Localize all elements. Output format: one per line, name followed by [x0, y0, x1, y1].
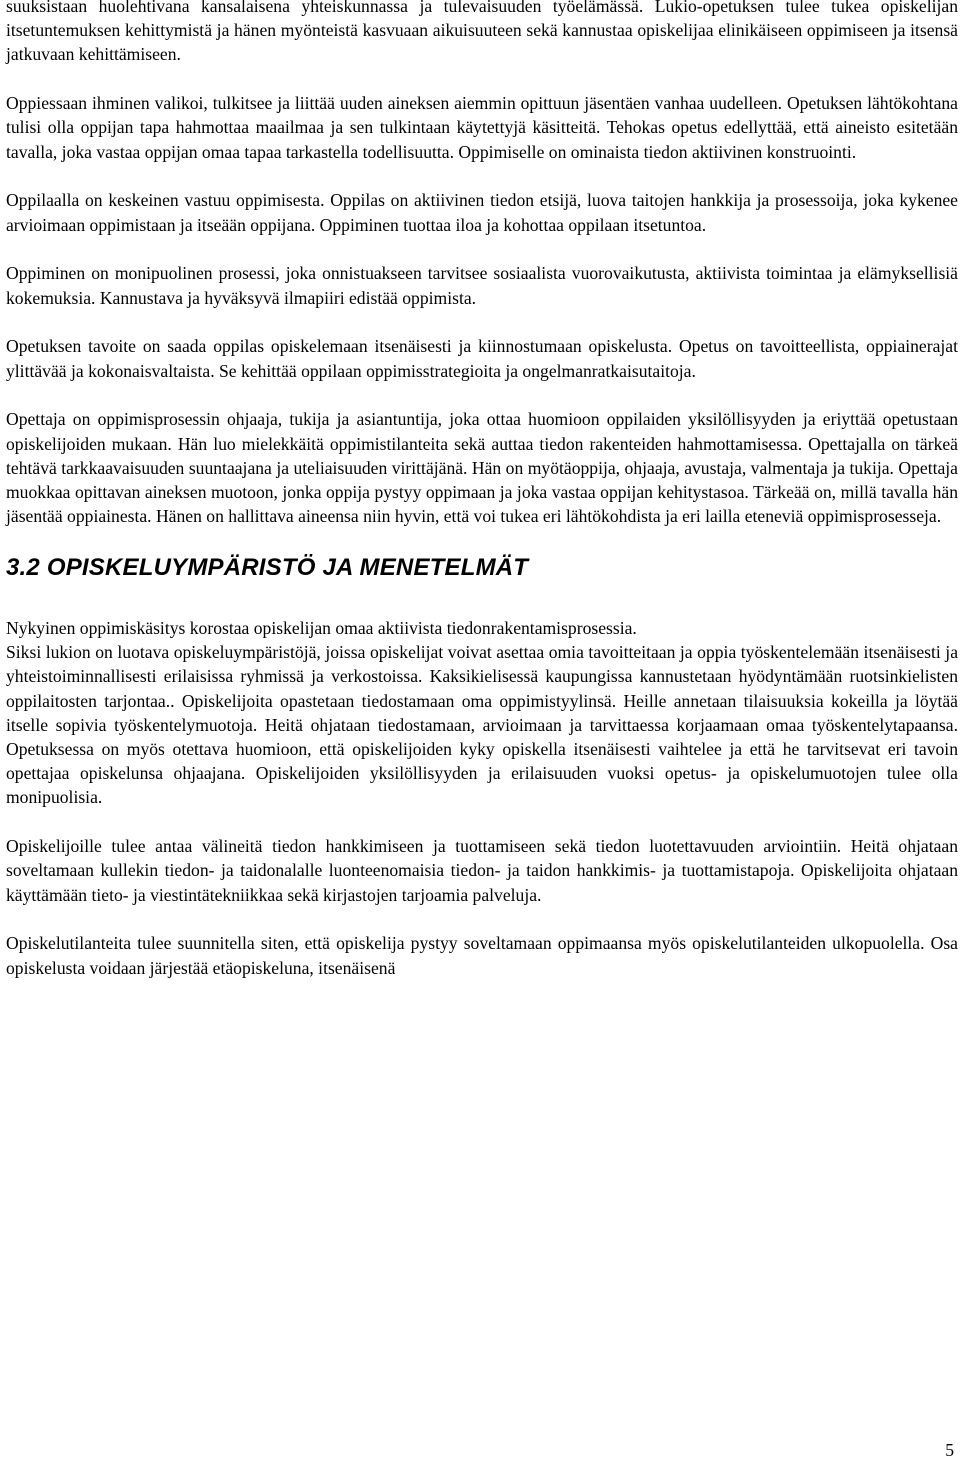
body-paragraph: Oppilaalla on keskeinen vastuu oppimisesta. Oppilas on aktiivinen tiedon etsijä, luova taitojen hankkija ja prosessoija, joka kykenee arvioimaan oppimistaan ja itseään oppijana. Oppiminen tuottaa iloa ja kohottaa oppilaan itsetuntoa.	[6, 190, 958, 235]
body-paragraph: suuksistaan huolehtivana kansalaisena yhteiskunnassa ja tulevaisuuden työelämässä. Lukio-opetuksen tulee tukea opiskelijan itsetuntemuksen kehittymistä ja hänen myönteistä kasvuaan aikuisuuteen sekä kannustaa opiskelijaa elinikäiseen oppimiseen ja itsensä jatkuvaan kehittämiseen.	[6, 0, 958, 65]
body-paragraph: Nykyinen oppimiskäsitys korostaa opiskelijan omaa aktiivista tiedonrakentamisprosessia. Siksi lukion on luotava opiskeluympäristöjä, joissa opiskelijat voivat asettaa omia tavoitteitaan ja oppia työskentelemään itsenäisesti ja yhteistoiminnallisesti erilaisissa ryhmissä ja verkostoissa. Kaksikielisessä kaupungissa kannustetaan hyödyntämään ruotsinkielisten oppilaitosten tarjontaa.. Opiskelijoita opastetaan tiedostamaan oma oppimistyylinsä. Heille annetaan tilaisuuksia kokeilla ja löytää itselle sopivia työskentelymuotoja. Heitä ohjataan tiedostamaan, arvioimaan ja tarvittaessa korjaamaan omaa työskentelytapaansa. Opetuksessa on myös otettava huomioon, että opiskelijoiden kyky opiskella itsenäisesti vaihtelee ja että he tarvitsevat eri tavoin opettajaa opiskelunsa ohjaajana. Opiskelijoiden yksilöllisyyden ja erilaisuuden vuoksi opetus- ja opiskelumuotojen tulee olla monipuolisia.	[6, 618, 958, 808]
body-paragraph: Opiskelijoille tulee antaa välineitä tiedon hankkimiseen ja tuottamiseen sekä tiedon luotettavuuden arviointiin. Heitä ohjataan soveltamaan kullekin tiedon- ja taidonalalle luonteenomaisia tiedon- ja taidon hankkimis- ja tuottamistapoja. Opiskelijoita ohjataan käyttämään tieto- ja viestintätekniikkaa sekä kirjastojen tarjoamia palveluja.	[6, 836, 958, 905]
body-paragraph: Opetuksen tavoite on saada oppilas opiskelemaan itsenäisesti ja kiinnostumaan opiskelusta. Opetus on tavoitteellista, oppiainerajat ylittävää ja kokonaisvaltaista. Se kehittää oppilaan oppimisstrategioita ja ongelmanratkaisutaitoja.	[6, 336, 958, 381]
body-paragraph: Oppiessaan ihminen valikoi, tulkitsee ja liittää uuden aineksen aiemmin opittuun jäsentäen vanhaa uudelleen. Opetuksen lähtökohtana tulisi olla oppijan tapa hahmottaa maailmaa ja sen tulkintaan käytettyjä käsitteitä. Tehokas opetus edellyttää, että aineisto esitetään tavalla, joka vastaa oppijan omaa tapaa tarkastella todellisuutta. Oppimiselle on ominaista tiedon aktiivinen konstruointi.	[6, 93, 958, 162]
page-number: 5	[945, 1440, 954, 1460]
body-paragraph: Opettaja on oppimisprosessin ohjaaja, tukija ja asiantuntija, joka ottaa huomioon oppilaiden yksilöllisyyden ja eriyttää opetustaan opiskelijoiden mukaan. Hän luo mielekkäitä oppimistilanteita sekä auttaa tiedon rakenteiden hahmottamisessa. Opettajalla on tärkeä tehtävä tarkkaavaisuuden suuntaajana ja uteliaisuuden virittäjänä. Hän on myötäoppija, ohjaaja, avustaja, valmentaja ja tukija. Opettaja muokkaa opittavan aineksen muotoon, jonka oppija pystyy oppimaan ja joka vastaa oppijan kehitystasoa. Tärkeää on, millä tavalla hän jäsentää oppiainesta. Hänen on hallittava aineensa niin hyvin, että voi tukea eri lähtökohdista ja eri lailla eteneviä oppimisprosesseja.	[6, 409, 958, 527]
body-paragraph: Opiskelutilanteita tulee suunnitella siten, että opiskelija pystyy soveltamaan oppimaansa myös opiskelutilanteiden ulkopuolella. Osa opiskelusta voidaan järjestää etäopiskeluna, itsenäisenä	[6, 933, 958, 978]
section-heading: 3.2 OPISKELUYMPÄRISTÖ JA MENETELMÄT	[6, 554, 529, 582]
document-page	[6, 0, 958, 980]
body-paragraph: Oppiminen on monipuolinen prosessi, joka onnistuakseen tarvitsee sosiaalista vuorovaikutusta, aktiivista toimintaa ja elämyksellisiä kokemuksia. Kannustava ja hyväksyvä ilmapiiri edistää oppimista.	[6, 263, 958, 308]
